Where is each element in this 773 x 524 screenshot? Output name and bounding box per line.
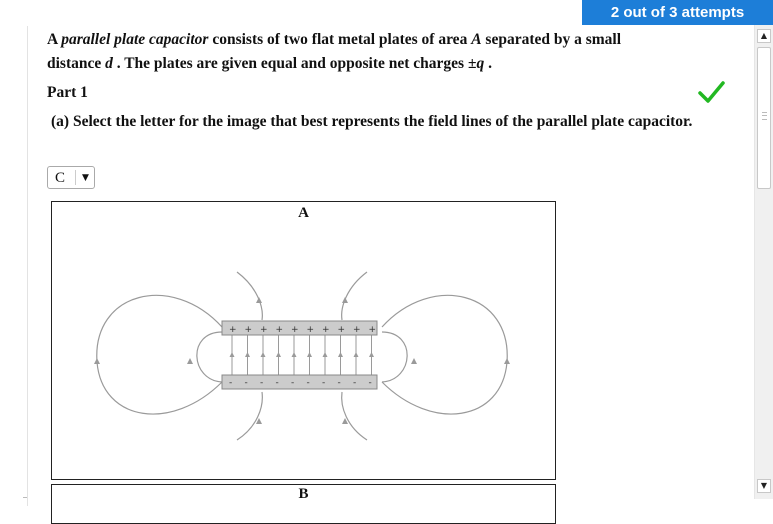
field-arrow	[307, 352, 312, 357]
problem-text-3: separated by a small	[481, 31, 622, 48]
content-left-border	[27, 26, 28, 506]
plus-sign: +	[306, 325, 315, 335]
plus-sign: +	[291, 325, 299, 335]
answer-dropdown-value: C	[55, 170, 66, 186]
part-title: Part 1	[47, 84, 88, 101]
field-arrow	[354, 352, 359, 357]
minus-sign: -	[368, 378, 372, 388]
plus-sign: +	[337, 325, 346, 335]
figure-b	[51, 484, 556, 524]
triangle-up-icon[interactable]: ▲	[757, 29, 771, 43]
problem-text-4: distance	[47, 55, 106, 72]
content-left-tick	[23, 497, 27, 498]
question-content	[47, 28, 747, 134]
problem-text-1: A	[47, 31, 62, 48]
problem-text-5: . The plates are given equal and opposite net charges	[112, 55, 468, 72]
plus-sign: +	[229, 325, 237, 335]
triangle-down-icon[interactable]: ▼	[757, 479, 771, 493]
minus-sign: -	[244, 378, 248, 388]
field-lines-diagram	[52, 202, 557, 481]
field-arrows	[94, 297, 510, 424]
field-arrow	[323, 352, 328, 357]
plus-sign: +	[260, 325, 268, 335]
checkmark-icon	[697, 80, 725, 104]
field-arrow	[245, 352, 250, 357]
vertical-scrollbar[interactable]	[754, 25, 773, 499]
field-arrow	[292, 352, 297, 357]
minus-sign: -	[353, 378, 357, 388]
minus-sign: -	[322, 378, 326, 388]
problem-text-2: consists of two flat metal plates of area	[208, 31, 472, 48]
figure-a	[51, 201, 556, 480]
field-arrow	[276, 352, 281, 357]
triangle-down-icon: ▼	[82, 173, 89, 183]
figure-a-label: A	[298, 205, 309, 221]
plus-sign: +	[353, 325, 361, 335]
question-text: (a) Select the letter for the image that best represents the field lines of the parallel plate capacitor.	[51, 113, 693, 130]
outer-field-lines	[97, 272, 507, 440]
plus-sign: +	[322, 325, 330, 335]
variable-distance: d	[105, 55, 113, 72]
problem-text-6: .	[484, 55, 492, 72]
dropdown-separator	[75, 170, 76, 185]
grip-icon	[762, 112, 767, 120]
variable-area: A	[471, 31, 482, 48]
plus-sign: +	[275, 325, 284, 335]
minus-sign: -	[229, 378, 233, 388]
plus-sign: +	[244, 325, 253, 335]
field-arrow	[261, 352, 266, 357]
figure-b-label: B	[298, 486, 309, 502]
minus-sign: -	[337, 378, 341, 388]
attempts-badge: 2 out of 3 attempts	[582, 0, 773, 25]
problem-statement	[47, 28, 747, 76]
plus-sign: +	[368, 325, 377, 335]
minus-sign: -	[291, 378, 295, 388]
minus-sign: -	[275, 378, 279, 388]
field-arrow	[230, 352, 235, 357]
field-arrow	[338, 352, 343, 357]
scrollbar-thumb[interactable]	[757, 47, 771, 189]
answer-dropdown[interactable]	[47, 166, 95, 189]
minus-sign: -	[306, 378, 310, 388]
minus-sign: -	[260, 378, 264, 388]
inner-field-lines	[230, 335, 375, 375]
problem-emphasis: parallel plate capacitor	[61, 31, 209, 48]
variable-charge: ±q	[467, 55, 485, 72]
part-header	[47, 82, 747, 104]
field-arrow	[369, 352, 374, 357]
